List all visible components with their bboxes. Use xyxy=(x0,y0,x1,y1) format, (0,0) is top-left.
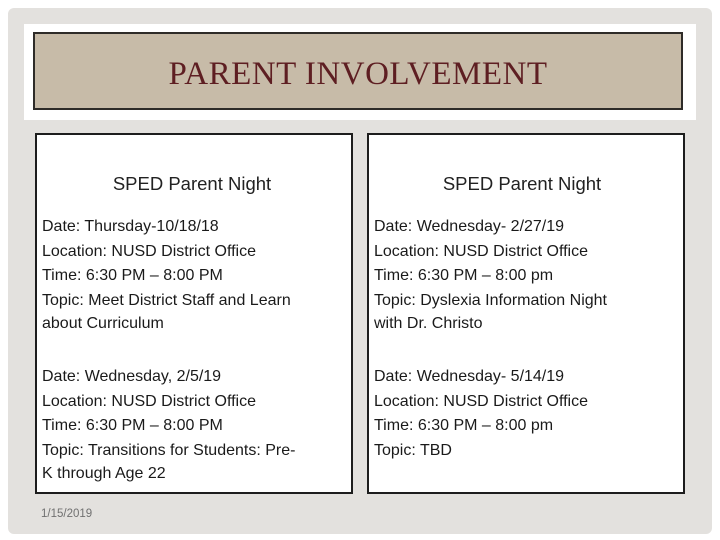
event-time: Time: 6:30 PM – 8:00 pm xyxy=(374,417,554,434)
right-panel-heading: SPED Parent Night xyxy=(442,173,602,194)
event-time: Time: 6:30 PM – 8:00 pm xyxy=(374,267,554,284)
right-panel xyxy=(367,133,685,494)
event-card xyxy=(37,215,351,335)
event-date: Date: Wednesday- 5/14/19 xyxy=(374,368,565,385)
event-date: Date: Thursday-10/18/18 xyxy=(42,218,219,235)
event-card xyxy=(369,215,683,335)
left-panel xyxy=(35,133,353,494)
event-date: Date: Wednesday, 2/5/19 xyxy=(42,368,222,385)
event-location: Location: NUSD District Office xyxy=(42,392,256,410)
event-topic: Topic: TBD xyxy=(374,441,452,459)
event-topic: Topic: Dyslexia Information Night xyxy=(374,291,607,309)
event-topic: Topic: Transitions for Students: Pre- xyxy=(42,441,296,459)
event-location: Location: NUSD District Office xyxy=(42,242,256,260)
footer-date: 1/15/2019 xyxy=(41,508,93,520)
event-topic: Topic: Meet District Staff and Learn xyxy=(42,291,291,309)
event-location: Location: NUSD District Office xyxy=(374,392,588,410)
event-topic-continued: about Curriculum xyxy=(42,314,164,332)
event-date: Date: Wednesday- 2/27/19 xyxy=(374,218,565,235)
left-panel-heading: SPED Parent Night xyxy=(112,173,272,194)
event-location: Location: NUSD District Office xyxy=(374,242,588,260)
event-topic-continued: with Dr. Christo xyxy=(374,314,483,332)
event-time: Time: 6:30 PM – 8:00 PM xyxy=(42,417,223,434)
event-topic-continued: K through Age 22 xyxy=(42,464,166,482)
title-box xyxy=(33,32,683,110)
event-card xyxy=(37,365,351,485)
event-card xyxy=(369,365,683,463)
event-time: Time: 6:30 PM – 8:00 PM xyxy=(42,267,223,284)
slide-title: PARENT INVOLVEMENT xyxy=(168,56,548,92)
